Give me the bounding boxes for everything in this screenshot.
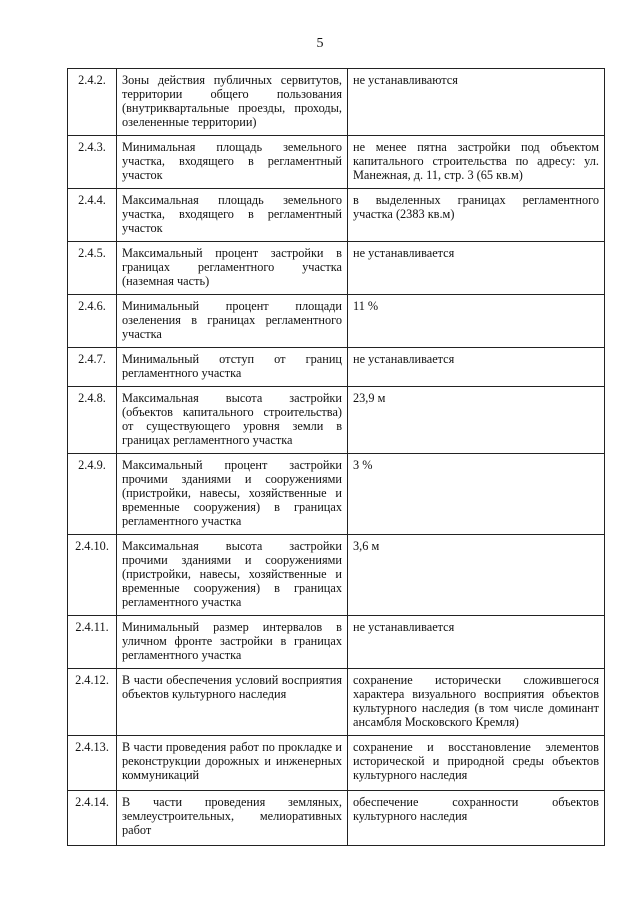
regulations-table bbox=[67, 68, 605, 846]
parameter-cell: Минимальный отступ от границ регламентного участка bbox=[117, 348, 348, 387]
row-number: 2.4.10. bbox=[68, 535, 117, 616]
value-cell: 3 % bbox=[348, 454, 605, 535]
table-row bbox=[68, 387, 605, 454]
value-cell: 3,6 м bbox=[348, 535, 605, 616]
regulations-table-body bbox=[68, 69, 605, 846]
row-number: 2.4.7. bbox=[68, 348, 117, 387]
page-number: 5 bbox=[316, 36, 324, 51]
value-cell: в выделенных границах регламентного участка (2383 кв.м) bbox=[348, 189, 605, 242]
parameter-cell: Максимальная площадь земельного участка, входящего в регламентный участок bbox=[117, 189, 348, 242]
value-cell: не устанавливается bbox=[348, 616, 605, 669]
value-cell: не менее пятна застройки под объектом капитального строительства по адресу: ул. Манежная, д. 11, стр. 3 (65 кв.м) bbox=[348, 136, 605, 189]
parameter-cell: Максимальная высота застройки (объектов капитального строительства) от существующего уровня земли в границах регламентного участка bbox=[117, 387, 348, 454]
value-cell: не устанавливается bbox=[348, 242, 605, 295]
row-number: 2.4.3. bbox=[68, 136, 117, 189]
value-cell: сохранение исторически сложившегося характера визуального восприятия объектов культурного наследия (в том числе доминант ансамбля Московского Кремля) bbox=[348, 669, 605, 736]
row-number: 2.4.14. bbox=[68, 791, 117, 846]
row-number: 2.4.2. bbox=[68, 69, 117, 136]
row-number: 2.4.9. bbox=[68, 454, 117, 535]
table-row bbox=[68, 669, 605, 736]
table-row bbox=[68, 454, 605, 535]
parameter-cell: Максимальный процент застройки прочими зданиями и сооружениями (пристройки, навесы, хозяйственные и временные сооружения) в границах регламентного участка bbox=[117, 454, 348, 535]
table-row bbox=[68, 791, 605, 846]
table-row bbox=[68, 535, 605, 616]
value-cell: не устанавливается bbox=[348, 348, 605, 387]
table-row bbox=[68, 736, 605, 791]
row-number: 2.4.6. bbox=[68, 295, 117, 348]
value-cell: 11 % bbox=[348, 295, 605, 348]
parameter-cell: Минимальный размер интервалов в уличном фронте застройки в границах регламентного участка bbox=[117, 616, 348, 669]
table-row bbox=[68, 348, 605, 387]
table-row bbox=[68, 69, 605, 136]
row-number: 2.4.12. bbox=[68, 669, 117, 736]
value-cell: сохранение и восстановление элементов исторической и природной среды объектов культурного наследия bbox=[348, 736, 605, 791]
row-number: 2.4.8. bbox=[68, 387, 117, 454]
table-row bbox=[68, 242, 605, 295]
table-row bbox=[68, 136, 605, 189]
row-number: 2.4.11. bbox=[68, 616, 117, 669]
parameter-cell: Зоны действия публичных сервитутов, территории общего пользования (внутриквартальные проезды, проходы, озелененные территории) bbox=[117, 69, 348, 136]
table-row bbox=[68, 295, 605, 348]
value-cell: 23,9 м bbox=[348, 387, 605, 454]
value-cell: не устанавливаются bbox=[348, 69, 605, 136]
parameter-cell: Минимальный процент площади озеленения в границах регламентного участка bbox=[117, 295, 348, 348]
parameter-cell: В части проведения земляных, землеустроительных, мелиоративных работ bbox=[117, 791, 348, 846]
parameter-cell: Минимальная площадь земельного участка, входящего в регламентный участок bbox=[117, 136, 348, 189]
table-row bbox=[68, 189, 605, 242]
table-row bbox=[68, 616, 605, 669]
value-cell: обеспечение сохранности объектов культурного наследия bbox=[348, 791, 605, 846]
parameter-cell: Максимальный процент застройки в границах регламентного участка (наземная часть) bbox=[117, 242, 348, 295]
row-number: 2.4.5. bbox=[68, 242, 117, 295]
row-number: 2.4.13. bbox=[68, 736, 117, 791]
row-number: 2.4.4. bbox=[68, 189, 117, 242]
parameter-cell: В части обеспечения условий восприятия объектов культурного наследия bbox=[117, 669, 348, 736]
parameter-cell: Максимальная высота застройки прочими зданиями и сооружениями (пристройки, навесы, хозяйственные и временные сооружения) в границах регламентного участка bbox=[117, 535, 348, 616]
parameter-cell: В части проведения работ по прокладке и реконструкции дорожных и инженерных коммуникаций bbox=[117, 736, 348, 791]
